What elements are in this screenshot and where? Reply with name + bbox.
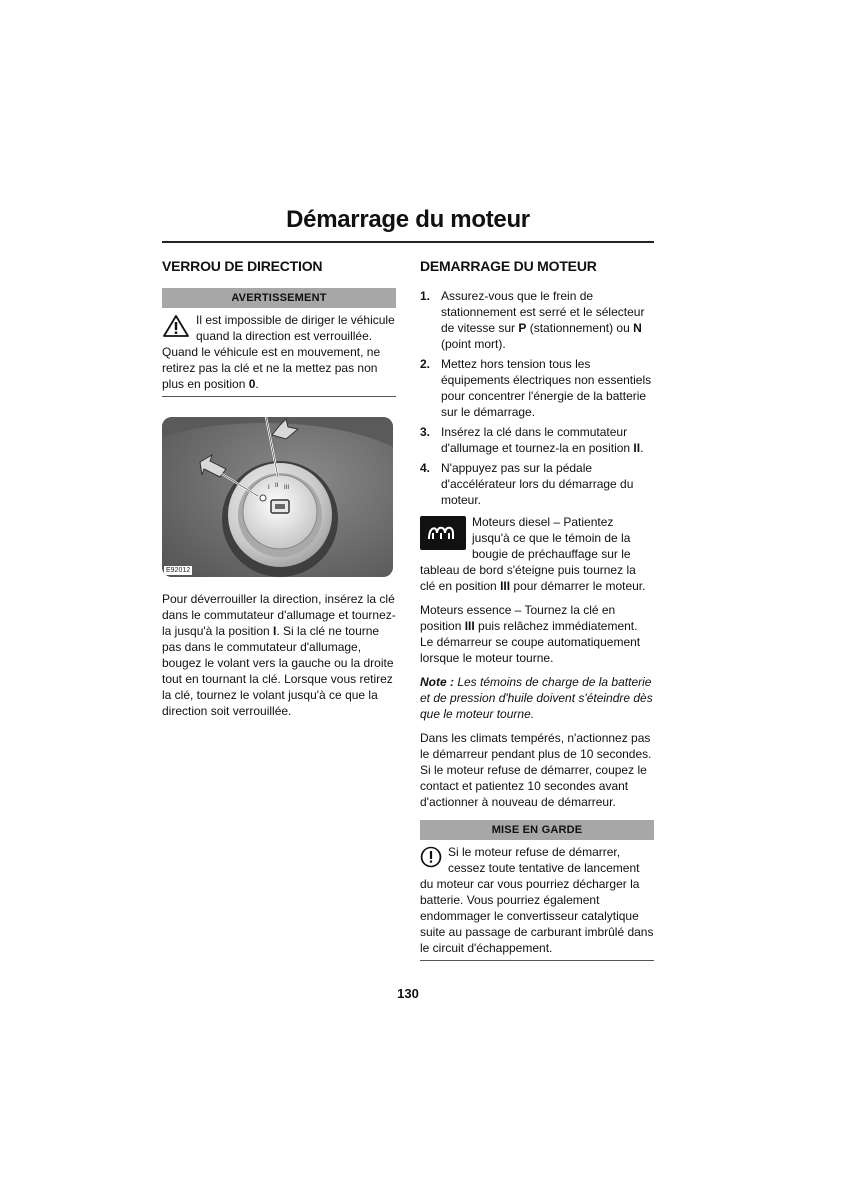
section-heading-starting: DEMARRAGE DU MOTEUR <box>420 258 597 274</box>
list-item <box>420 460 654 508</box>
position-label-2: II <box>275 483 279 489</box>
unlock-text-end: . Si la clé ne tourne pas dans le commutateur d'allumage, bougez le volant vers la gauche ou la droite tout en tournant la clé. Lorsque vous retirez la clé, tournez le volant jusqu'à ce que la direction soit verrouillée. <box>162 624 394 718</box>
warning-box <box>162 288 396 397</box>
list-item <box>420 288 654 352</box>
petrol-paragraph <box>420 602 654 666</box>
right-column <box>420 258 654 961</box>
figure-label: E92012 <box>166 567 191 574</box>
title-rule <box>162 241 654 243</box>
warning-triangle-icon <box>162 314 190 342</box>
page-title: Démarrage du moteur <box>286 206 530 233</box>
diesel-text-end: pour démarrer le moteur. <box>510 579 646 593</box>
step-number: 2. <box>420 357 431 371</box>
list-item <box>420 356 654 420</box>
step-bold: P <box>518 321 527 335</box>
step-text: N'appuyez pas sur la pédale d'accélérateur lors du démarrage du moteur. <box>441 461 634 507</box>
petrol-text-end: puis relâchez immédiatement. Le démarreur se coupe automatiquement lorsque le moteur tourne. <box>420 619 641 665</box>
step-number: 3. <box>420 425 431 439</box>
position-label-3: III <box>284 485 290 491</box>
step-number: 1. <box>420 289 431 303</box>
warning-body <box>162 308 396 397</box>
note-paragraph <box>420 674 654 722</box>
step-text: Mettez hors tension tous les équipements électriques non essentiels pour concentrer l'énergie de la batterie sur le démarrage. <box>441 357 652 419</box>
warning-text-end: . <box>255 377 259 391</box>
petrol-position: III <box>464 619 475 633</box>
left-column <box>162 258 396 727</box>
caution-box <box>420 820 654 961</box>
start-steps-list <box>420 288 654 508</box>
caution-header: MISE EN GARDE <box>420 820 654 840</box>
step-text: . <box>640 441 644 455</box>
note-label: Note : <box>420 675 454 689</box>
step-bold: N <box>633 321 642 335</box>
unlock-position: I <box>273 624 277 638</box>
glow-plug-icon <box>420 516 466 554</box>
caution-icon <box>420 846 442 872</box>
warning-text: Il est impossible de diriger le véhicule quand la direction est verrouillée. Quand le véhicule est en mouvement, ne retirez pas la clé et ne la mettez pas non plus en position <box>162 313 395 391</box>
ignition-switch-drawing <box>162 417 393 577</box>
list-item <box>420 424 654 456</box>
diesel-paragraph <box>420 514 654 594</box>
step-number: 4. <box>420 461 431 475</box>
position-label-1: I <box>268 485 270 491</box>
climate-paragraph: Dans les climats tempérés, n'actionnez pas le démarreur pendant plus de 10 secondes. Si le moteur refuse de démarrer, coupez le contact et patientez 10 secondes avant d'actionner à nouveau de démarreur. <box>420 731 652 809</box>
diesel-text: Moteurs diesel – Patientez jusqu'à ce que le témoin de la bougie de préchauffage sur le tableau de bord s'éteigne puis tournez la clé en position <box>420 515 636 593</box>
step-bold: II <box>633 441 641 455</box>
diesel-position: III <box>500 579 511 593</box>
page-number: 130 <box>397 986 419 1001</box>
step-text: Insérez la clé dans le commutateur d'allumage et tournez-la en position <box>441 425 634 455</box>
step-text: (stationnement) ou <box>526 321 634 335</box>
caution-text: Si le moteur refuse de démarrer, cessez toute tentative de lancement du moteur car vous pourriez décharger la batterie. Vous pourriez également endommager le convertisseur catalytique suite au passage de carburant imbrûlé dans le circuit d'échappement. <box>420 845 654 955</box>
ignition-switch-illustration <box>162 417 393 577</box>
unlock-text: Pour déverrouiller la direction, insérez la clé dans le commutateur d'allumage et tournez-la jusqu'à la position <box>162 592 396 638</box>
unlock-instructions <box>162 591 396 719</box>
warning-text-bold: 0 <box>248 377 256 391</box>
section-heading-steering-lock: VERROU DE DIRECTION <box>162 258 323 274</box>
note-text: Les témoins de charge de la batterie et de pression d'huile doivent s'éteindre dès que le moteur tourne. <box>420 675 653 721</box>
warning-header: AVERTISSEMENT <box>162 288 396 308</box>
step-text: (point mort). <box>441 337 506 351</box>
caution-body <box>420 840 654 961</box>
step-text: Assurez-vous que le frein de stationnement est serré et le sélecteur de vitesse sur <box>441 289 645 335</box>
petrol-text: Moteurs essence – Tournez la clé en position <box>420 603 616 633</box>
